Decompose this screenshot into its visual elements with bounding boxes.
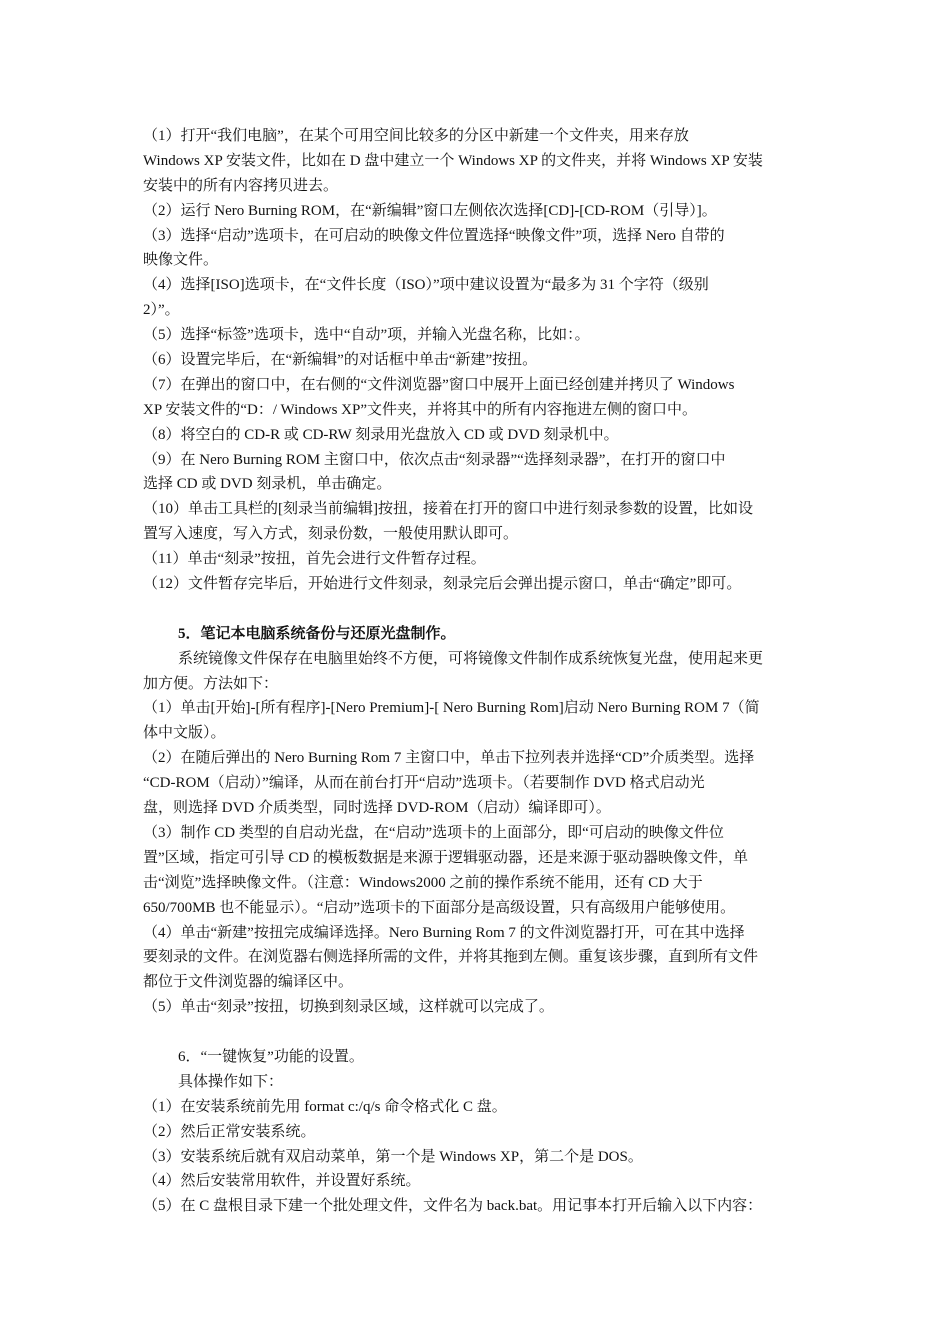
text-line: （10）单击工具栏的[刻录当前编辑]按扭，接着在打开的窗口中进行刻录参数的设置，比如设: [143, 501, 753, 518]
paragraph-step-1: [143, 124, 807, 199]
paragraph-step-10: [143, 497, 807, 547]
text-line: （4）选择[ISO]选项卡，在“文件长度（ISO）”项中建议设置为“最多为 31 个字符（级别: [143, 277, 709, 294]
paragraph-step-11: [143, 547, 807, 572]
paragraph-step-3: [143, 224, 807, 274]
blank-line: [143, 597, 807, 622]
section-heading: 6．“一键恢复”功能的设置。: [178, 1048, 364, 1065]
text-line: （11）单击“刻录”按扭，首先会进行文件暂存过程。: [143, 551, 486, 568]
text-line: 置写入速度，写入方式，刻录份数，一般使用默认即可。: [143, 526, 519, 543]
paragraph-step-4: [143, 921, 807, 996]
text-line: 体中文版）。: [143, 725, 226, 742]
blank-line: [143, 1020, 807, 1045]
paragraph-step-5: [143, 995, 807, 1020]
paragraph-step-8: [143, 423, 807, 448]
text-line: （8）将空白的 CD-R 或 CD-RW 刻录用光盘放入 CD 或 DVD 刻录机中。: [143, 426, 619, 443]
section-6: [143, 1045, 807, 1219]
text-line: （3）制作 CD 类型的自启动光盘，在“启动”选项卡的上面部分，即“可启动的映像文件位: [143, 824, 724, 841]
list-item: （5）在 C 盘根目录下建一个批处理文件，文件名为 back.bat。用记事本打开后输入以下内容：: [143, 1198, 763, 1215]
paragraph-step-7: [143, 373, 807, 423]
burn-steps-section: [143, 124, 807, 597]
list-item: （3）安装系统后就有双启动菜单，第一个是 Windows XP，第二个是 DOS。: [143, 1148, 643, 1165]
text-line: 击“浏览”选择映像文件。（注意：Windows2000 之前的操作系统不能用，还有 CD 大于: [143, 874, 703, 891]
text-line: 具体操作如下：: [178, 1073, 284, 1090]
paragraph-step-2: [143, 746, 807, 821]
text-line: （1）打开“我们电脑”，在某个可用空间比较多的分区中新建一个文件夹，用来存放: [143, 128, 689, 144]
paragraph-step-1: [143, 696, 807, 746]
text-line: （12）文件暂存完毕后，开始进行文件刻录，刻录完后会弹出提示窗口，单击“确定”即可。: [143, 576, 742, 593]
text-line: 加方便。方法如下：: [143, 675, 279, 692]
text-line: “CD-ROM（启动）”编译，从而在前台打开“启动”选项卡。（若要制作 DVD 格式启动光: [143, 775, 705, 792]
text-line: 映像文件。: [143, 252, 219, 269]
text-line: （2）运行 Nero Burning ROM，在“新编辑”窗口左侧依次选择[CD]-[CD-ROM（引导）]。: [143, 202, 717, 219]
text-line: （4）单击“新建”按扭完成编译选择。Nero Burning Rom 7 的文件浏览器打开，可在其中选择: [143, 924, 745, 941]
text-line: （2）在随后弹出的 Nero Burning Rom 7 主窗口中，单击下拉列表并选择“CD”介质类型。选择: [143, 750, 755, 767]
text-line: 要刻录的文件。在浏览器右侧选择所需的文件，并将其拖到左侧。重复该步骤，直到所有文件: [143, 949, 759, 966]
paragraph-step-4: [143, 273, 807, 323]
paragraph-step-3: [143, 821, 807, 921]
text-line: 盘，则选择 DVD 介质类型，同时选择 DVD-ROM（启动）编译即可）。: [143, 800, 611, 817]
paragraph-step-5: [143, 323, 807, 348]
text-line: （3）选择“启动”选项卡，在可启动的映像文件位置选择“映像文件”项，选择 Nero 自带的: [143, 227, 725, 244]
text-line: 安装中的所有内容拷贝进去。: [143, 177, 339, 194]
text-line: （1）单击[开始]-[所有程序]-[Nero Premium]-[ Nero Burning Rom]启动 Nero Burning ROM 7（简: [143, 700, 760, 717]
document-body: [143, 124, 807, 1219]
text-line: （6）设置完毕后，在“新编辑”的对话框中单击“新建”按扭。: [143, 352, 538, 369]
paragraph-step-6: [143, 348, 807, 373]
text-line: 置”区域，指定可引导 CD 的模板数据是来源于逻辑驱动器，还是来源于驱动器映像文件，单: [143, 849, 748, 866]
text-line: （9）在 Nero Burning ROM 主窗口中，依次点击“刻录器”“选择刻录器”，在打开的窗口中: [143, 451, 726, 468]
text-line: 650/700MB 也不能显示）。“启动”选项卡的下面部分是高级设置，只有高级用户能够使用。: [143, 899, 736, 916]
section-heading: 5．笔记本电脑系统备份与还原光盘制作。: [178, 625, 456, 642]
text-line: Windows XP 安装文件，比如在 D 盘中建立一个 Windows XP 的文件夹，并将 Windows XP 安装: [143, 152, 763, 169]
text-line: （5）选择“标签”选项卡，选中“自动”项，并输入光盘名称，比如：。: [143, 327, 590, 344]
text-line: 2）”。: [143, 302, 180, 319]
paragraph-step-12: [143, 572, 807, 597]
text-line: （7）在弹出的窗口中，在右侧的“文件浏览器”窗口中展开上面已经创建并拷贝了 Windows: [143, 376, 735, 393]
text-line: 都位于文件浏览器的编译区中。: [143, 974, 354, 991]
text-line: 系统镜像文件保存在电脑里始终不方便，可将镜像文件制作成系统恢复光盘，使用起来更: [178, 650, 764, 667]
text-line: XP 安装文件的“D：/ Windows XP”文件夹，并将其中的所有内容拖进左侧的窗口中。: [143, 401, 697, 418]
list-item: （4）然后安装常用软件，并设置好系统。: [143, 1173, 421, 1190]
section-5: [143, 622, 807, 1020]
text-line: （5）单击“刻录”按扭，切换到刻录区域，这样就可以完成了。: [143, 999, 554, 1016]
list-item: （1）在安装系统前先用 format c:/q/s 命令格式化 C 盘。: [143, 1098, 507, 1115]
text-line: 选择 CD 或 DVD 刻录机，单击确定。: [143, 476, 392, 493]
paragraph-step-9: [143, 448, 807, 498]
paragraph-step-2: [143, 199, 807, 224]
list-item: （2）然后正常安装系统。: [143, 1123, 316, 1140]
